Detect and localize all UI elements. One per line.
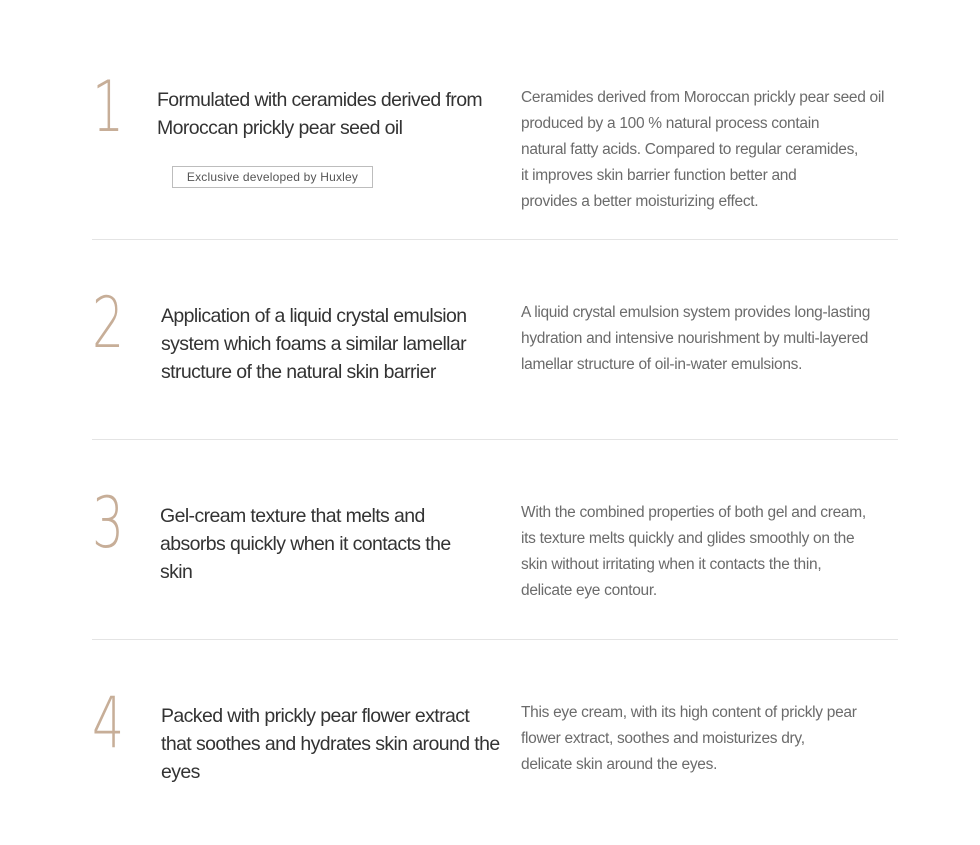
feature-description: With the combined properties of both gel and cream, its texture melts quickly and glides smoothly on the skin without irritating when it contacts the thin, delicate eye contour.: [521, 504, 866, 599]
feature-list: [92, 0, 898, 845]
feature-title: Gel-cream texture that melts and absorbs quickly when it contacts the skin: [160, 505, 451, 583]
feature-title: Packed with prickly pear flower extract that soothes and hydrates skin around the eyes: [161, 705, 500, 783]
feature-title: Formulated with ceramides derived from Moroccan prickly pear seed oil: [157, 89, 483, 139]
section-divider: [92, 239, 898, 240]
feature-number: 1: [92, 66, 123, 148]
section-divider: [92, 439, 898, 440]
section-divider: [92, 639, 898, 640]
exclusive-badge: Exclusive developed by Huxley: [172, 166, 373, 188]
feature-number: 2: [92, 282, 123, 364]
feature-description: Ceramides derived from Moroccan prickly pear seed oil produced by a 100 % natural process contain natural fatty acids. Compared to regular ceramides, it improves skin barrier function better and provides a better moisturizing effect.: [521, 89, 885, 210]
feature-number: 4: [92, 682, 123, 764]
feature-title: Application of a liquid crystal emulsion system which foams a similar lamellar structure of the natural skin barrier: [161, 305, 467, 383]
feature-number: 3: [92, 482, 123, 564]
feature-description: This eye cream, with its high content of prickly pear flower extract, soothes and moisturizes dry, delicate skin around the eyes.: [521, 704, 857, 773]
feature-description: A liquid crystal emulsion system provides long-lasting hydration and intensive nourishment by multi-layered lamellar structure of oil-in-water emulsions.: [521, 304, 871, 373]
